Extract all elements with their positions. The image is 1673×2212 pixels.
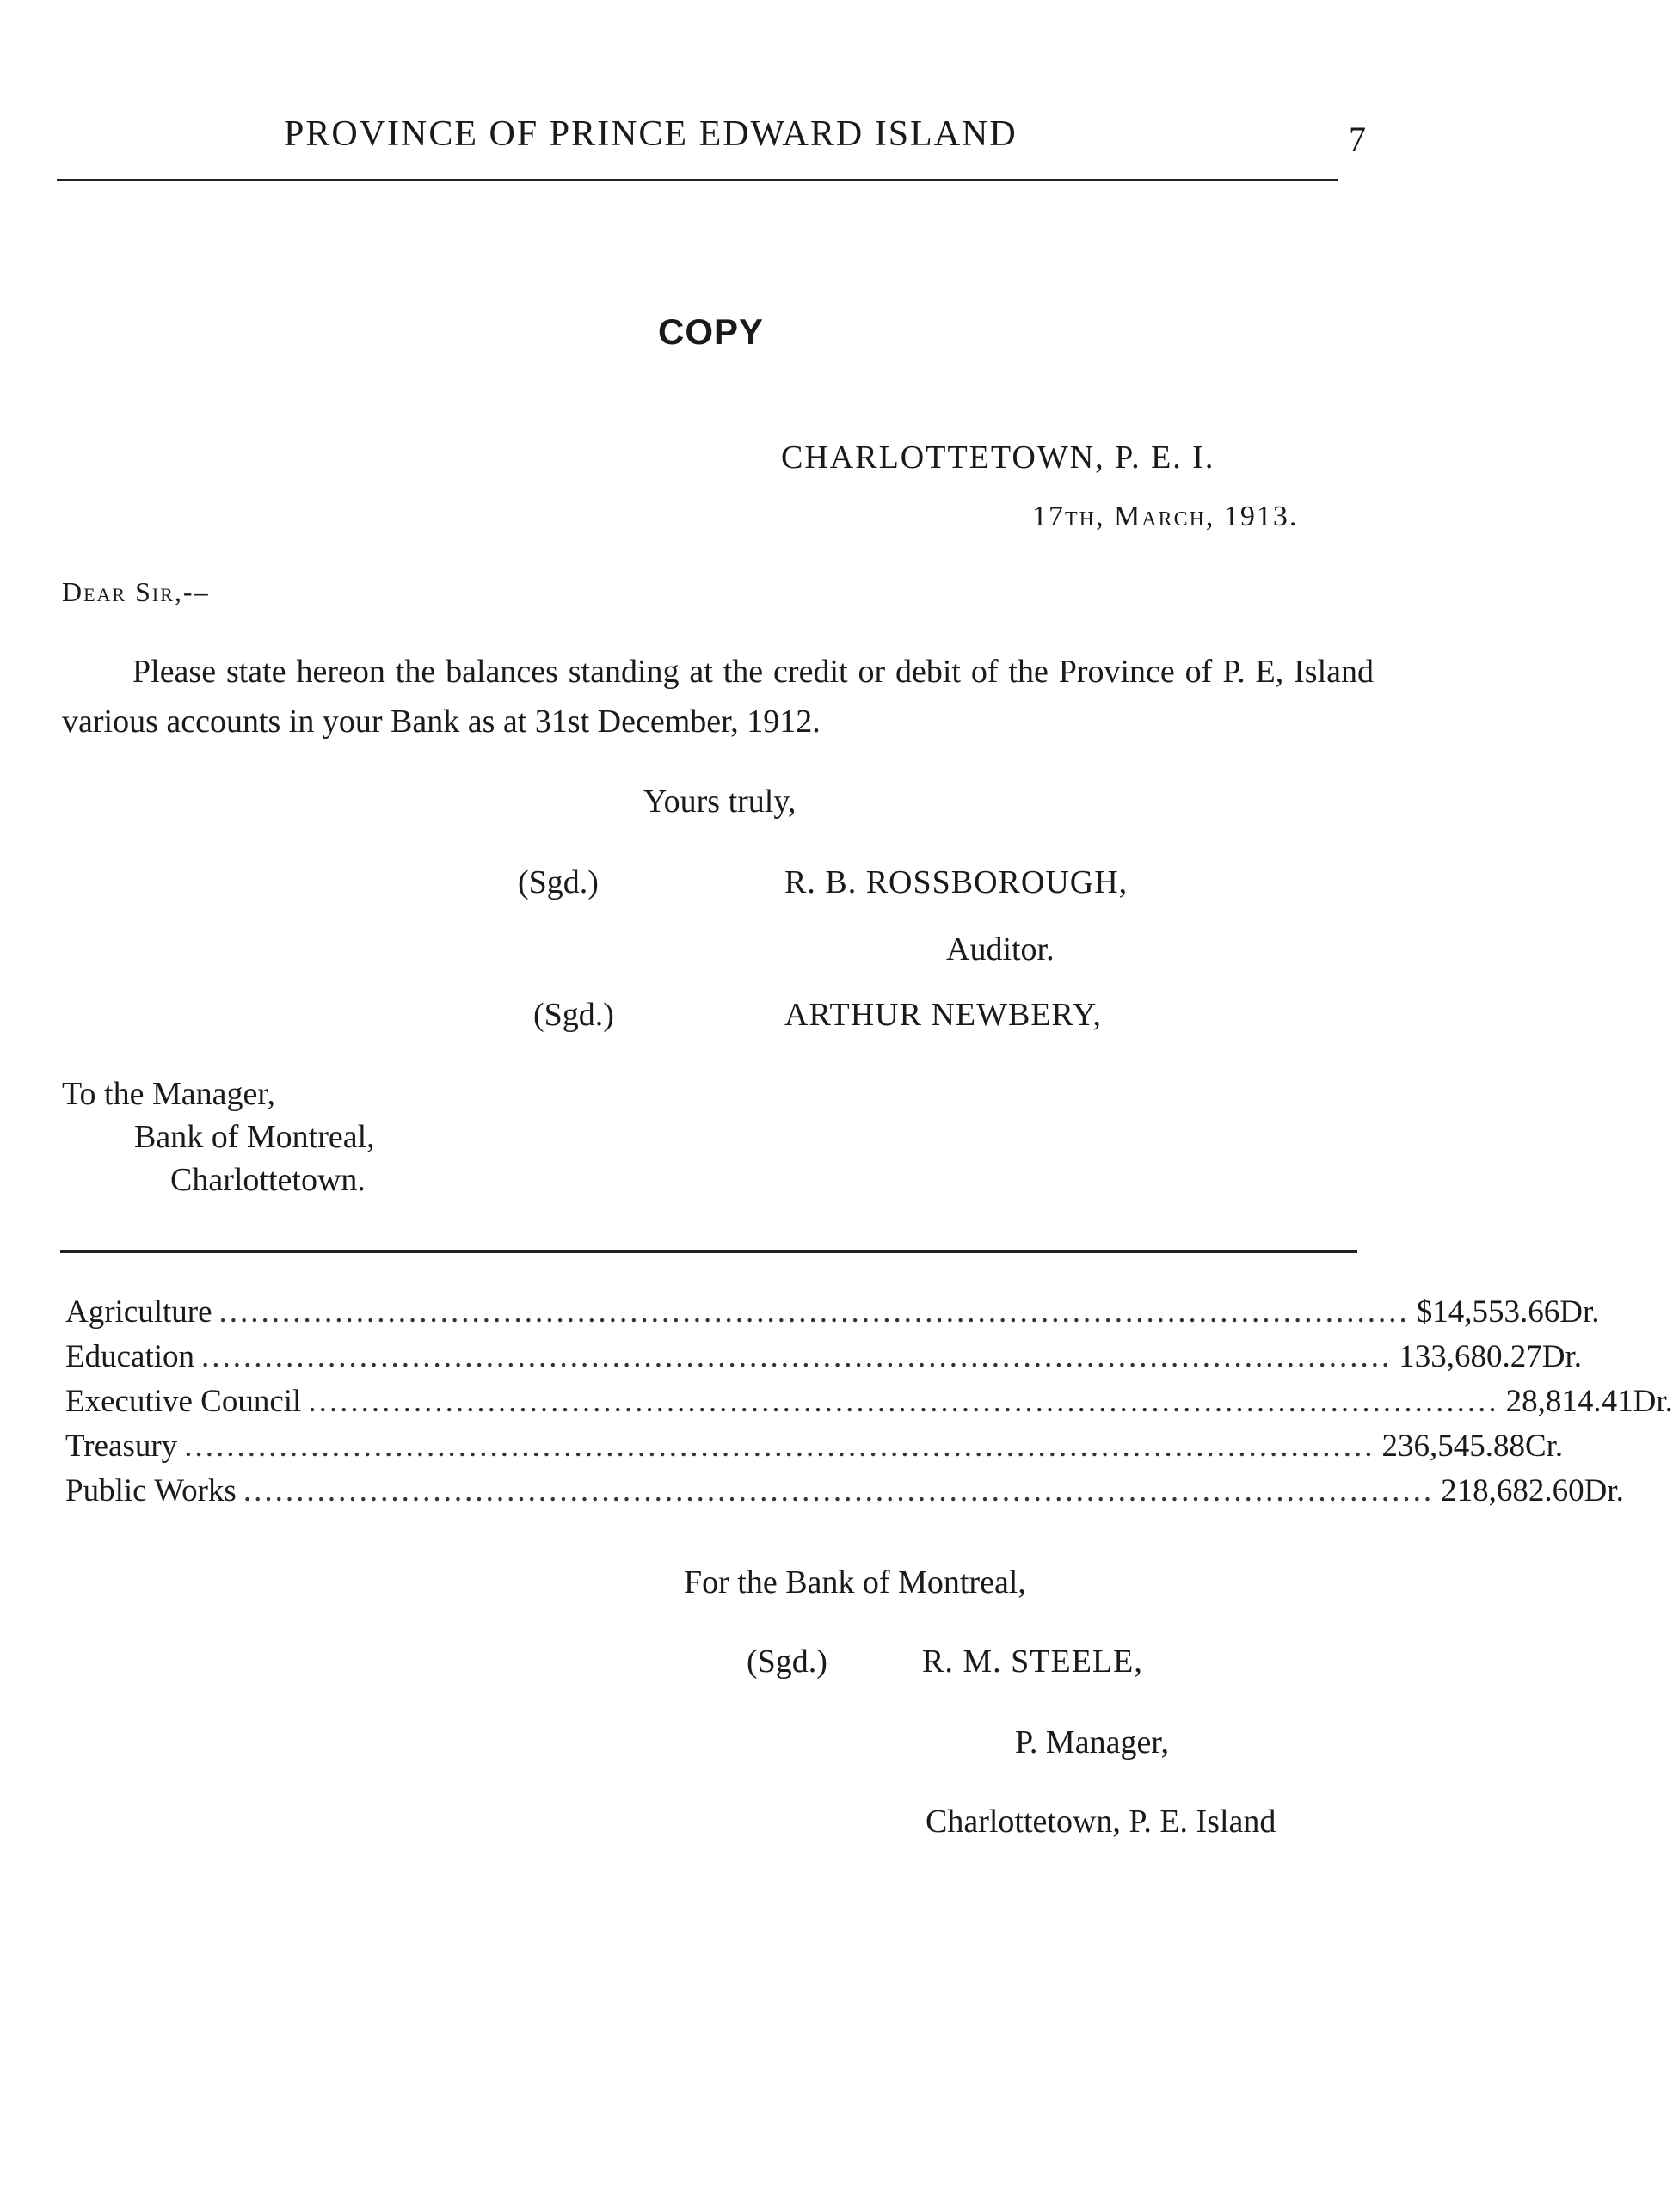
signature-mark-2: (Sgd.) — [533, 997, 614, 1033]
account-name: Executive Council — [65, 1384, 302, 1419]
addressee-line-2: Bank of Montreal, — [134, 1119, 375, 1155]
header-rule — [57, 179, 1338, 181]
table-row — [65, 1338, 1583, 1383]
signatory-name-2: ARTHUR NEWBERY, — [784, 997, 1102, 1033]
signatory-name-1: R. B. ROSSBOROUGH, — [784, 864, 1129, 900]
leader-dots: ................................................................................................................. — [243, 1473, 1435, 1508]
reply-for-line: For the Bank of Montreal, — [684, 1564, 1026, 1601]
balance-amount: 14,553.66 — [1432, 1294, 1560, 1330]
table-row — [65, 1383, 1673, 1428]
salutation: Dear Sir,-– — [62, 576, 210, 607]
reply-place: Charlottetown, P. E. Island — [926, 1803, 1276, 1840]
addressee-line-3: Charlottetown. — [170, 1162, 366, 1198]
running-header: PROVINCE OF PRINCE EDWARD ISLAND — [284, 114, 1018, 154]
letter-place: CHARLOTTETOWN, P. E. I. — [781, 439, 1215, 476]
table-row — [65, 1472, 1624, 1517]
letter-date: 17th, March, 1913. — [1032, 501, 1299, 532]
balance-type: Dr. — [1559, 1294, 1600, 1330]
balance-amount: 133,680.27 — [1399, 1339, 1542, 1374]
balance-amount: 236,545.88 — [1381, 1429, 1525, 1464]
copy-heading: COPY — [658, 311, 765, 352]
leader-dots: ................................................................................................................. — [184, 1429, 1375, 1464]
currency-symbol: $ — [1416, 1294, 1433, 1330]
page-number: 7 — [1349, 120, 1366, 158]
closing: Yours truly, — [643, 783, 797, 820]
reply-signatory-title: P. Manager, — [1015, 1724, 1169, 1760]
balance-type: Dr. — [1584, 1473, 1624, 1508]
letter-body: Please state hereon the balances standing at the credit or debit of the Province of P. E, Island various accounts in your Bank as at 31st December, 1912. — [62, 654, 1374, 740]
balance-type: Cr. — [1524, 1429, 1564, 1464]
balance-type: Dr. — [1541, 1339, 1583, 1374]
leader-dots: ................................................................................................................. — [201, 1339, 1393, 1374]
balance-table — [65, 1293, 1673, 1517]
section-rule — [60, 1250, 1357, 1253]
table-row — [65, 1428, 1564, 1472]
signature-mark-3: (Sgd.) — [747, 1644, 827, 1680]
account-name: Agriculture — [65, 1294, 212, 1330]
table-row — [65, 1293, 1600, 1338]
reply-signatory-name: R. M. STEELE, — [922, 1644, 1143, 1680]
account-name: Treasury — [65, 1429, 178, 1464]
signature-mark-1: (Sgd.) — [518, 864, 599, 900]
balance-amount: 28,814.41 — [1505, 1384, 1633, 1419]
account-name: Public Works — [65, 1473, 237, 1508]
signatory-title-1: Auditor. — [946, 931, 1055, 968]
balance-type: Dr. — [1633, 1384, 1673, 1419]
addressee-line-1: To the Manager, — [62, 1076, 276, 1112]
leader-dots: ................................................................................................................. — [308, 1384, 1499, 1419]
account-name: Education — [65, 1339, 195, 1374]
leader-dots: ................................................................................................................. — [218, 1294, 1410, 1330]
balance-amount: 218,682.60 — [1441, 1473, 1584, 1508]
